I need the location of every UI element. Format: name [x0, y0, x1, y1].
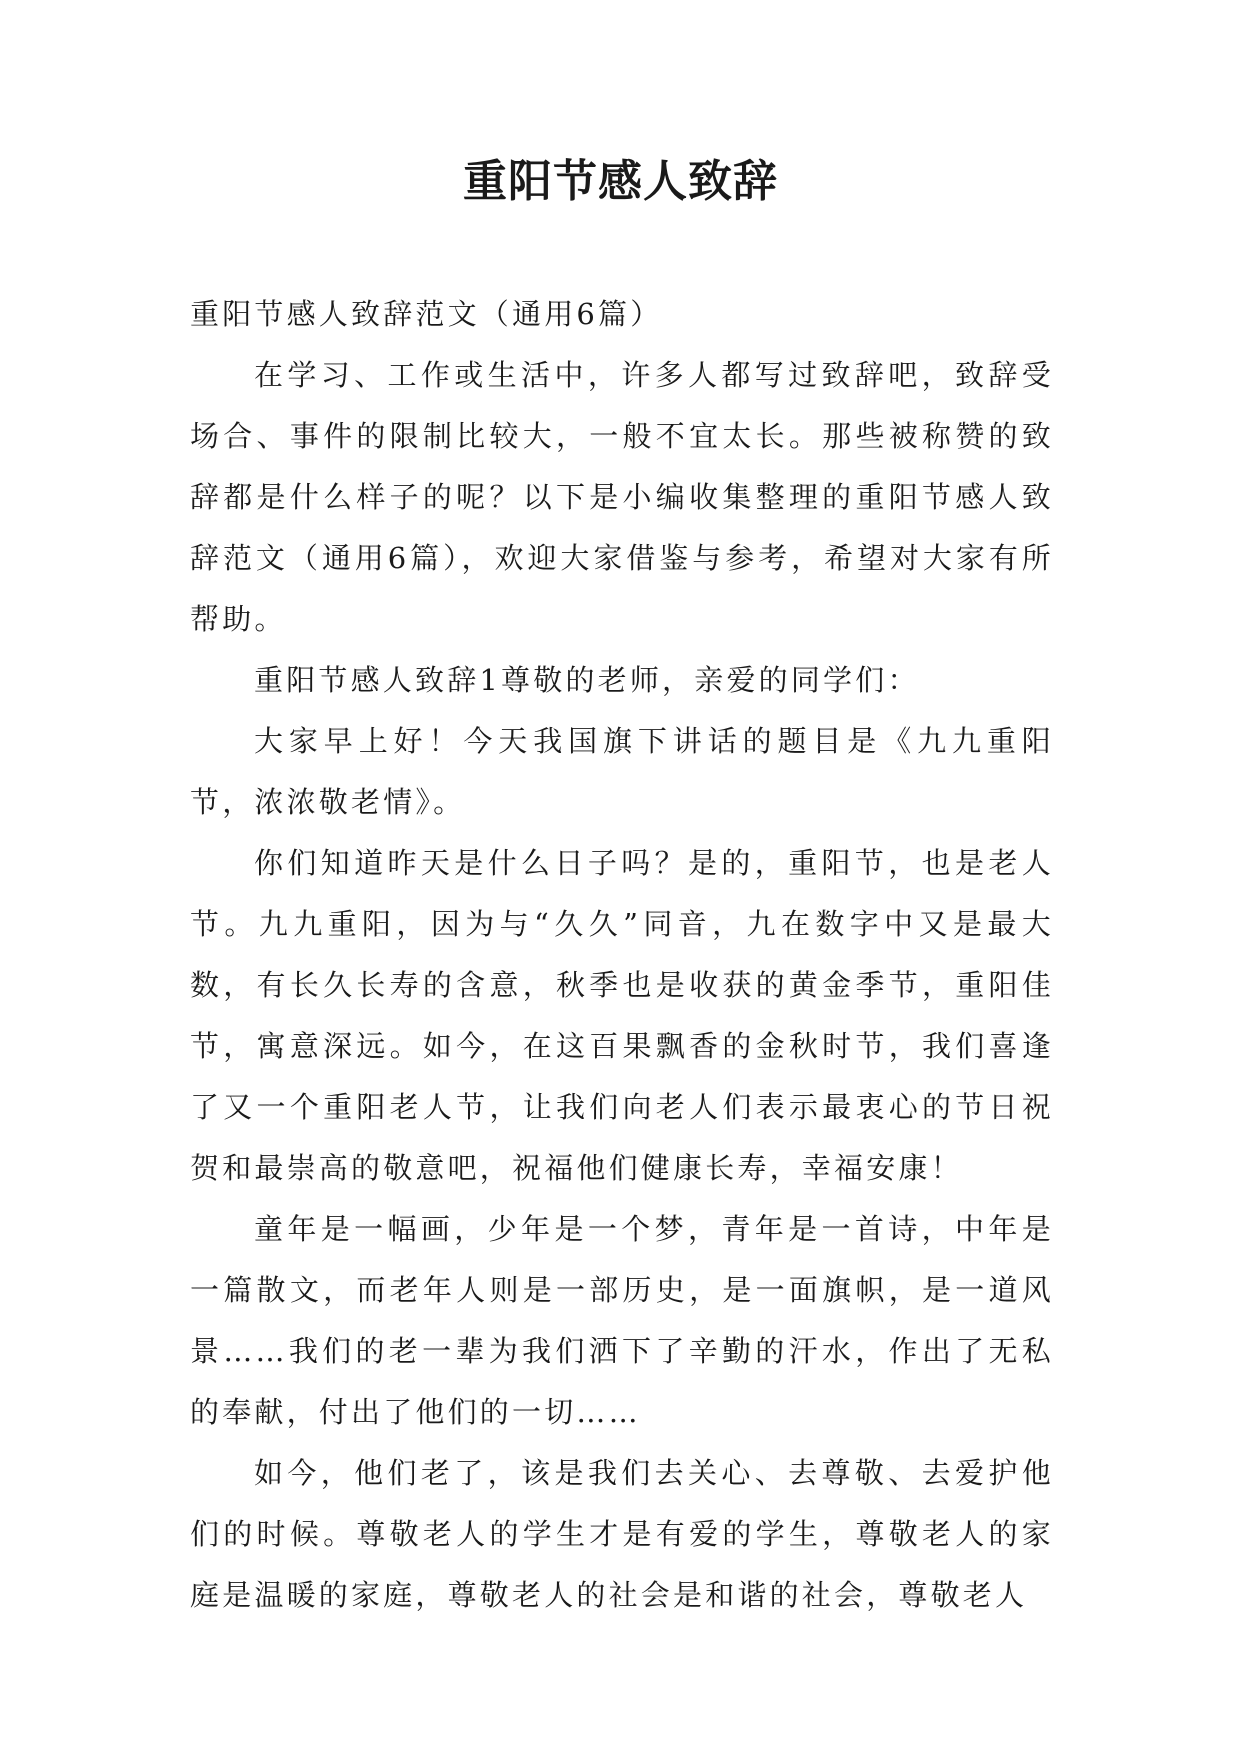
- subtitle-paragraph: 重阳节感人致辞范文（通用6篇）: [190, 297, 663, 331]
- speech-heading-paragraph: 重阳节感人致辞1尊敬的老师，亲爱的同学们：: [254, 663, 920, 697]
- document-body: [190, 284, 1054, 1626]
- greeting-paragraph: 大家早上好！今天我国旗下讲话的题目是《九九重阳节，浓浓敬老情》。: [190, 724, 1054, 819]
- document-title: 重阳节感人致辞: [463, 156, 778, 207]
- body-paragraph: 你们知道昨天是什么日子吗？是的，重阳节，也是老人节。九九重阳，因为与“久久”同音，九在数字中又是最大数，有长久长寿的含意，秋季也是收获的黄金季节，重阳佳节，寓意深远。如今，在这百果飘香的金秋时节，我们喜逢了又一个重阳老人节，让我们向老人们表示最衷心的节日祝贺和最崇高的敬意吧，祝福他们健康长寿，幸福安康！: [190, 846, 1054, 1185]
- intro-paragraph: 在学习、工作或生活中，许多人都写过致辞吧，致辞受场合、事件的限制比较大，一般不宜太长。那些被称赞的致辞都是什么样子的呢？以下是小编收集整理的重阳节感人致辞范文（通用6篇），欢迎大家借鉴与参考，希望对大家有所帮助。: [190, 358, 1054, 636]
- body-paragraph: 如今，他们老了，该是我们去关心、去尊敬、去爱护他们的时候。尊敬老人的学生才是有爱的学生，尊敬老人的家庭是温暖的家庭，尊敬老人的社会是和谐的社会，尊敬老人: [190, 1456, 1054, 1612]
- body-paragraph: 童年是一幅画，少年是一个梦，青年是一首诗，中年是一篇散文，而老年人则是一部历史，是一面旗帜，是一道风景……我们的老一辈为我们洒下了辛勤的汗水，作出了无私的奉献，付出了他们的一切……: [190, 1212, 1054, 1429]
